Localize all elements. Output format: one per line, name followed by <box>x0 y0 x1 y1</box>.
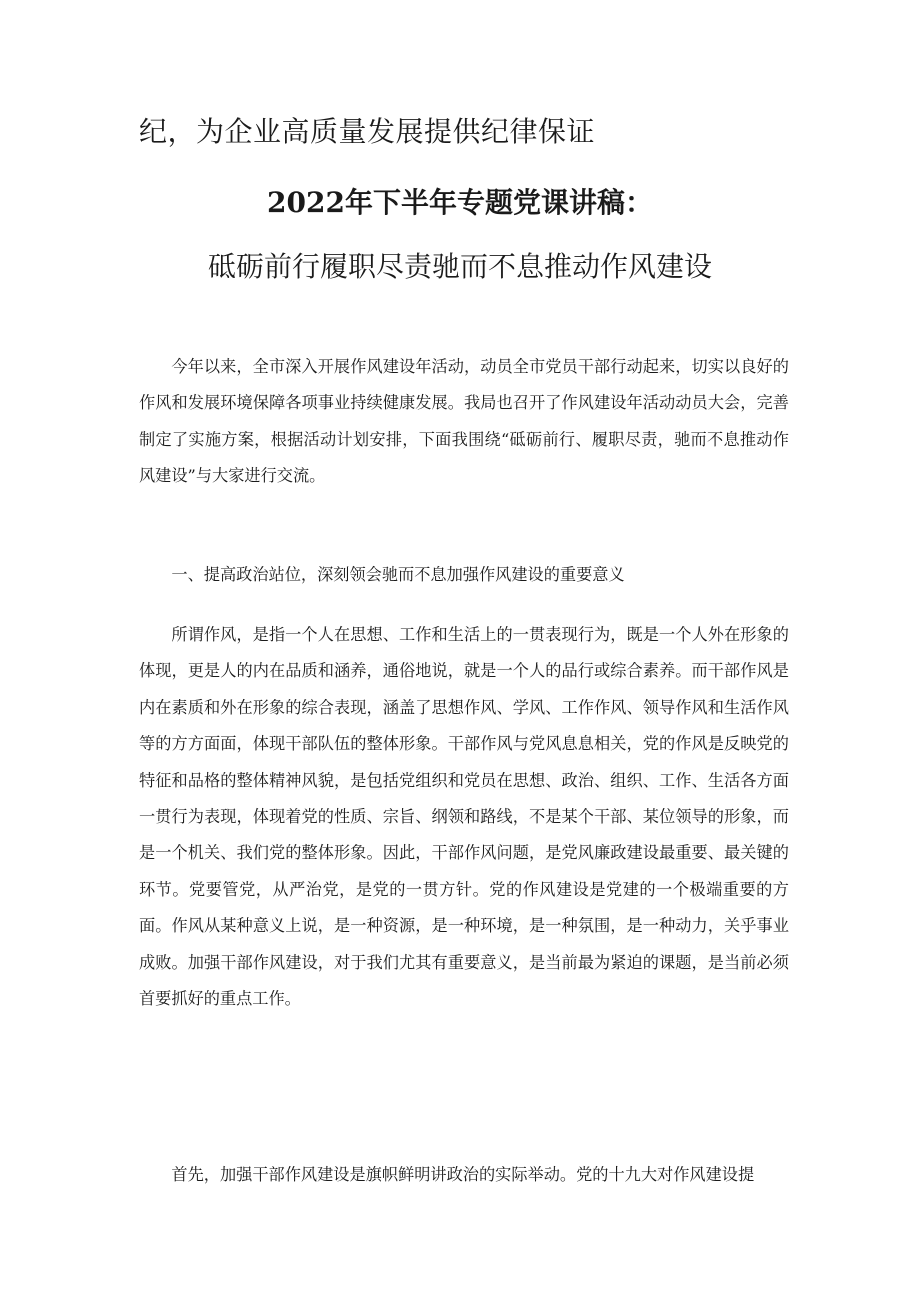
section-heading-1: 一、提高政治站位，深刻领会驰而不息加强作风建设的重要意义 <box>171 565 625 584</box>
document-title-line-2: 砥砺前行履职尽责驰而不息推动作风建设 <box>207 250 712 283</box>
document-title-line-1: 2022年下半年专题党课讲稿： <box>267 186 653 219</box>
paragraph-intro: 今年以来，全市深入开展作风建设年活动，动员全市党员干部行动起来，切实以良好的作风和发展环境保障各项事业持续健康发展。我局也召开了作风建设年活动动员大会，完善制定了实施方案，根据活动计划安排，下面我围绕“砥砺前行、履职尽责，驰而不息推动作风建设”与大家进行交流。 <box>139 357 789 486</box>
continued-heading-line: 纪，为企业高质量发展提供纪律保证 <box>139 115 596 148</box>
paragraph-first-point: 首先，加强干部作风建设是旗帜鲜明讲政治的实际举动。党的十九大对作风建设提 <box>171 1165 755 1184</box>
paragraph-definition: 所谓作风，是指一个人在思想、工作和生活上的一贯表现行为，既是一个人外在形象的体现，更是人的内在品质和涵养，通俗地说，就是一个人的品行或综合素养。而干部作风是内在素质和外在形象的综合表现，涵盖了思想作风、学风、工作作风、领导作风和生活作风等的方方面面，体现干部队伍的整体形象。干部作风与党风息息相关，党的作风是反映党的特征和品格的整体精神风貌，是包括党组织和党员在思想、政治、组织、工作、生活各方面一贯行为表现，体现着党的性质、宗旨、纲领和路线，不是某个干部、某位领导的形象，而是一个机关、我们党的整体形象。因此，干部作风问题，是党风廉政建设最重要、最关键的环节。党要管党，从严治党，是党的一贯方针。党的作风建设是党建的一个极端重要的方面。作风从某种意义上说，是一种资源，是一种环境，是一种氛围，是一种动力，关乎事业成败。加强干部作风建设，对于我们尤其有重要意义，是当前最为紧迫的课题，是当前必须首要抓好的重点工作。 <box>139 625 789 1009</box>
